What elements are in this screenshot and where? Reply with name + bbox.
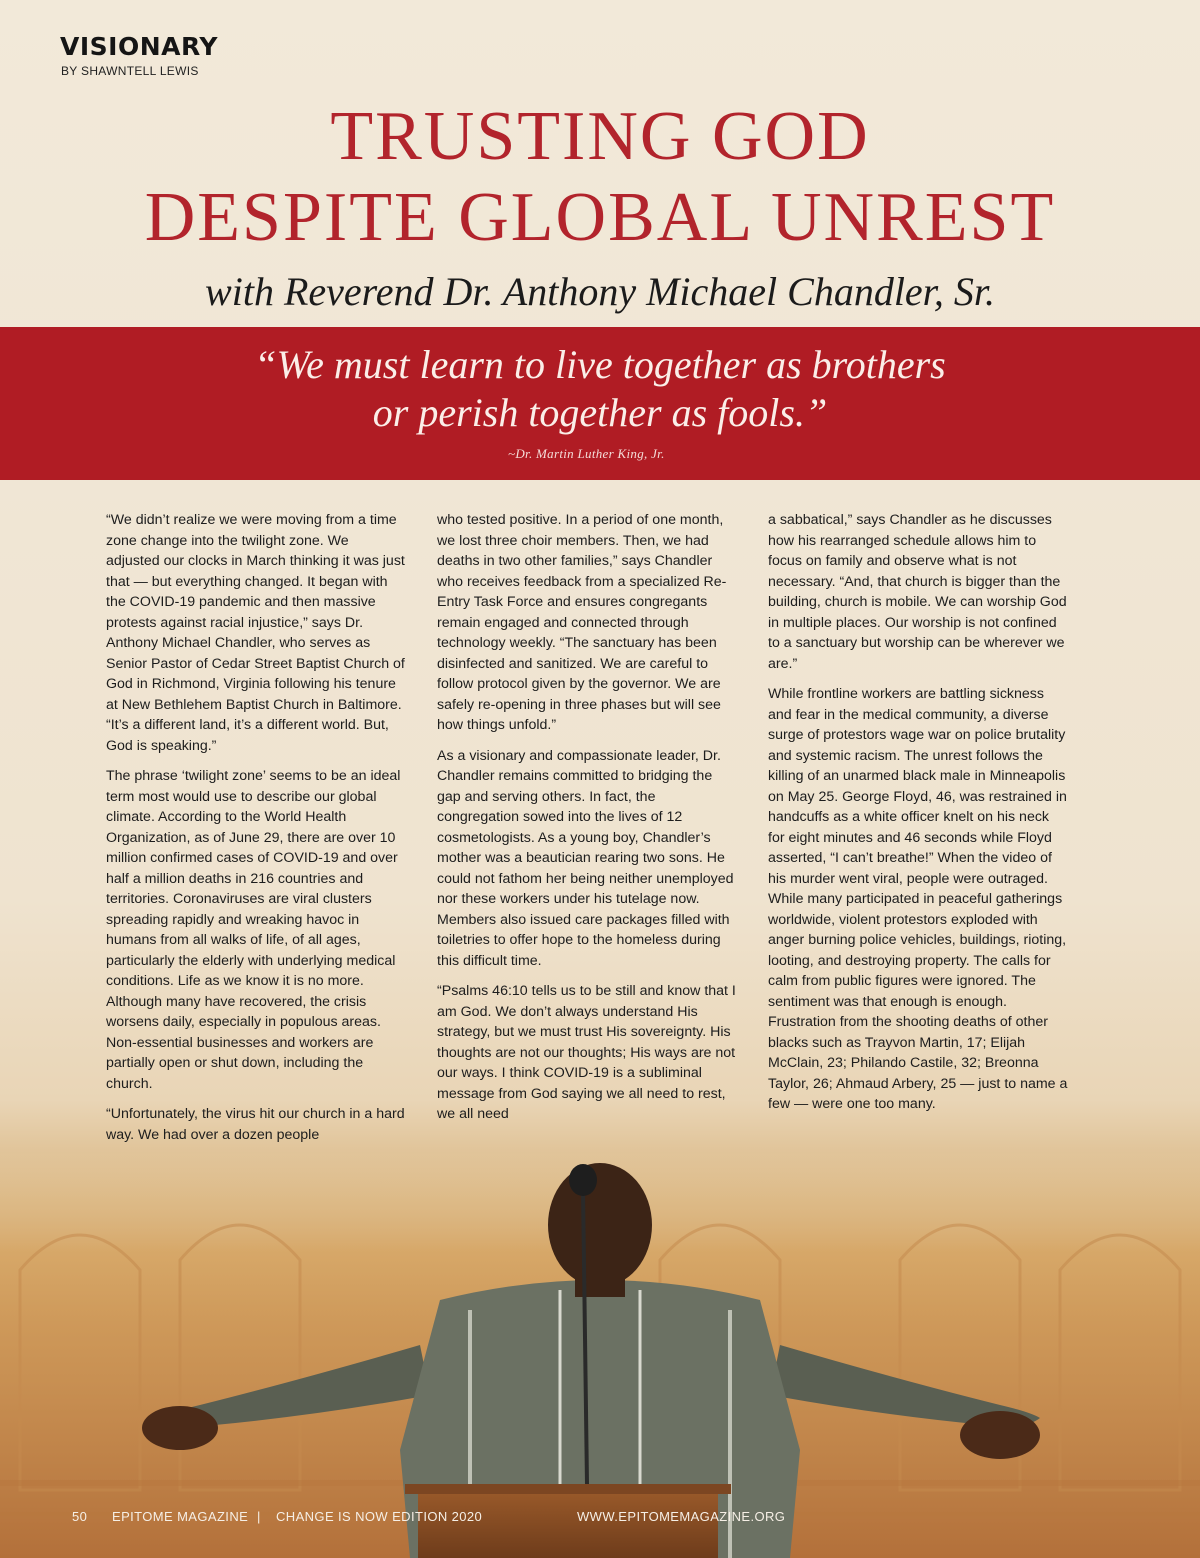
byline: BY SHAWNTELL LEWIS	[61, 64, 199, 78]
pull-quote-line-2: or perish together as fools.”	[372, 390, 828, 435]
paragraph: a sabbatical,” says Chandler as he discusses how his rearranged schedule allows him to focus on family and observe what is not necessary. “And, that church is bigger than the building, church is mobile. We can worship God in multiple places. Our worship is not confined to a sanctuary but worship can be wherever we are.”	[768, 512, 1067, 672]
footer-separator: |	[257, 1509, 261, 1524]
article-column-1	[106, 510, 406, 1155]
article-column-2	[437, 510, 737, 1135]
website-link[interactable]: WWW.EPITOMEMAGAZINE.ORG	[577, 1509, 786, 1524]
paragraph: “Unfortunately, the virus hit our church in a hard way. We had over a dozen people	[106, 1106, 405, 1143]
pull-quote-band	[0, 327, 1200, 480]
paragraph: “Psalms 46:10 tells us to be still and know that I am God. We don’t always understand His strategy, but we must trust His sovereignty. His thoughts are not our thoughts; His ways are not our ways. I think COVID-19 is a subliminal message from God saying we all need to rest, we all need	[437, 983, 736, 1122]
edition-name: CHANGE IS NOW EDITION 2020	[276, 1509, 483, 1524]
paragraph: who tested positive. In a period of one month, we lost three choir members. Then, we had deaths in two other families,” says Chandler who receives feedback from a specialized Re-Entry Task Force and ensures congregants remain engaged and connected through technology weekly. “The sanctuary has been disinfected and sanitized. We are careful to follow protocol given by the governor. We are safely re-opening in three phases but will see how things unfold.”	[437, 512, 727, 733]
pastor-photo	[0, 1150, 1200, 1558]
paragraph: While frontline workers are battling sickness and fear in the medical community, a diverse surge of protestors wage war on police brutality and systemic racism. The unrest follows the killing of an unarmed black male in Minneapolis on May 25. George Floyd, 46, was restrained in handcuffs as a white officer knelt on his neck for eight minutes and 46 seconds while Floyd asserted, “I can’t breathe!” When the video of his murder went viral, people were outraged. While many participated in peaceful gatherings worldwide, violent protestors exploded with anger burning police vehicles, buildings, rioting, looting, and destroying property. The calls for calm from public figures were ignored. The sentiment was that enough is enough. Frustration from the shooting deaths of other blacks such as Trayvon Martin, 17; Elijah McClain, 23; Philando Castile, 32; Breonna Taylor, 26; Ahmaud Arbery, 25 — just to name a few — were one too many.	[768, 686, 1068, 1112]
page-number: 50	[72, 1509, 88, 1524]
subtitle: with Reverend Dr. Anthony Michael Chandler, Sr.	[205, 269, 995, 314]
headline-line-2: DESPITE GLOBAL UNREST	[144, 179, 1056, 256]
paragraph: The phrase ‘twilight zone’ seems to be an ideal term most would use to describe our global climate. According to the World Health Organization, as of June 29, there are over 10 million confirmed cases of COVID-19 and over half a million deaths in 216 countries and territories. Coronaviruses are viral clusters spreading rapidly and wreaking havoc in humans from all walks of life, of all ages, particularly the elderly with underlying medical conditions. Life as we know it is no more. Although many have recovered, the crisis worsens daily, especially in populous areas. Non-essential businesses and workers are partially open or shut down, including the church.	[106, 768, 401, 1092]
magazine-name: EPITOME MAGAZINE	[112, 1509, 249, 1524]
paragraph: “We didn’t realize we were moving from a time zone change into the twilight zone. We adjusted our clocks in March thinking it was just that — but everything changed. It began with the COVID-19 pandemic and then massive protests against racial injustice,” says Dr. Anthony Michael Chandler, who serves as Senior Pastor of Cedar Street Baptist Church of God in Richmond, Virginia following his tenure at New Bethlehem Baptist Church in Baltimore. “It’s a different land, it’s a different world. But, God is speaking.”	[106, 512, 405, 754]
pull-quote-attribution: ~Dr. Martin Luther King, Jr.	[508, 446, 665, 461]
pull-quote-line-1: “We must learn to live together as brothers	[254, 342, 946, 387]
section-label: VISIONARY	[60, 32, 218, 61]
article-column-3	[768, 510, 1068, 1125]
paragraph: As a visionary and compassionate leader, Dr. Chandler remains committed to bridging the gap and serving others. In fact, the congregation sowed into the lives of 12 cosmetologists. As a young boy, Chandler’s mother was a beautician rearing two sons. He could not fathom her being neither unemployed nor these workers under his tutelage now. Members also issued care packages filled with toiletries to offer hope to the homeless during this difficult time.	[437, 747, 734, 969]
headline-line-1: TRUSTING GOD	[330, 98, 870, 175]
